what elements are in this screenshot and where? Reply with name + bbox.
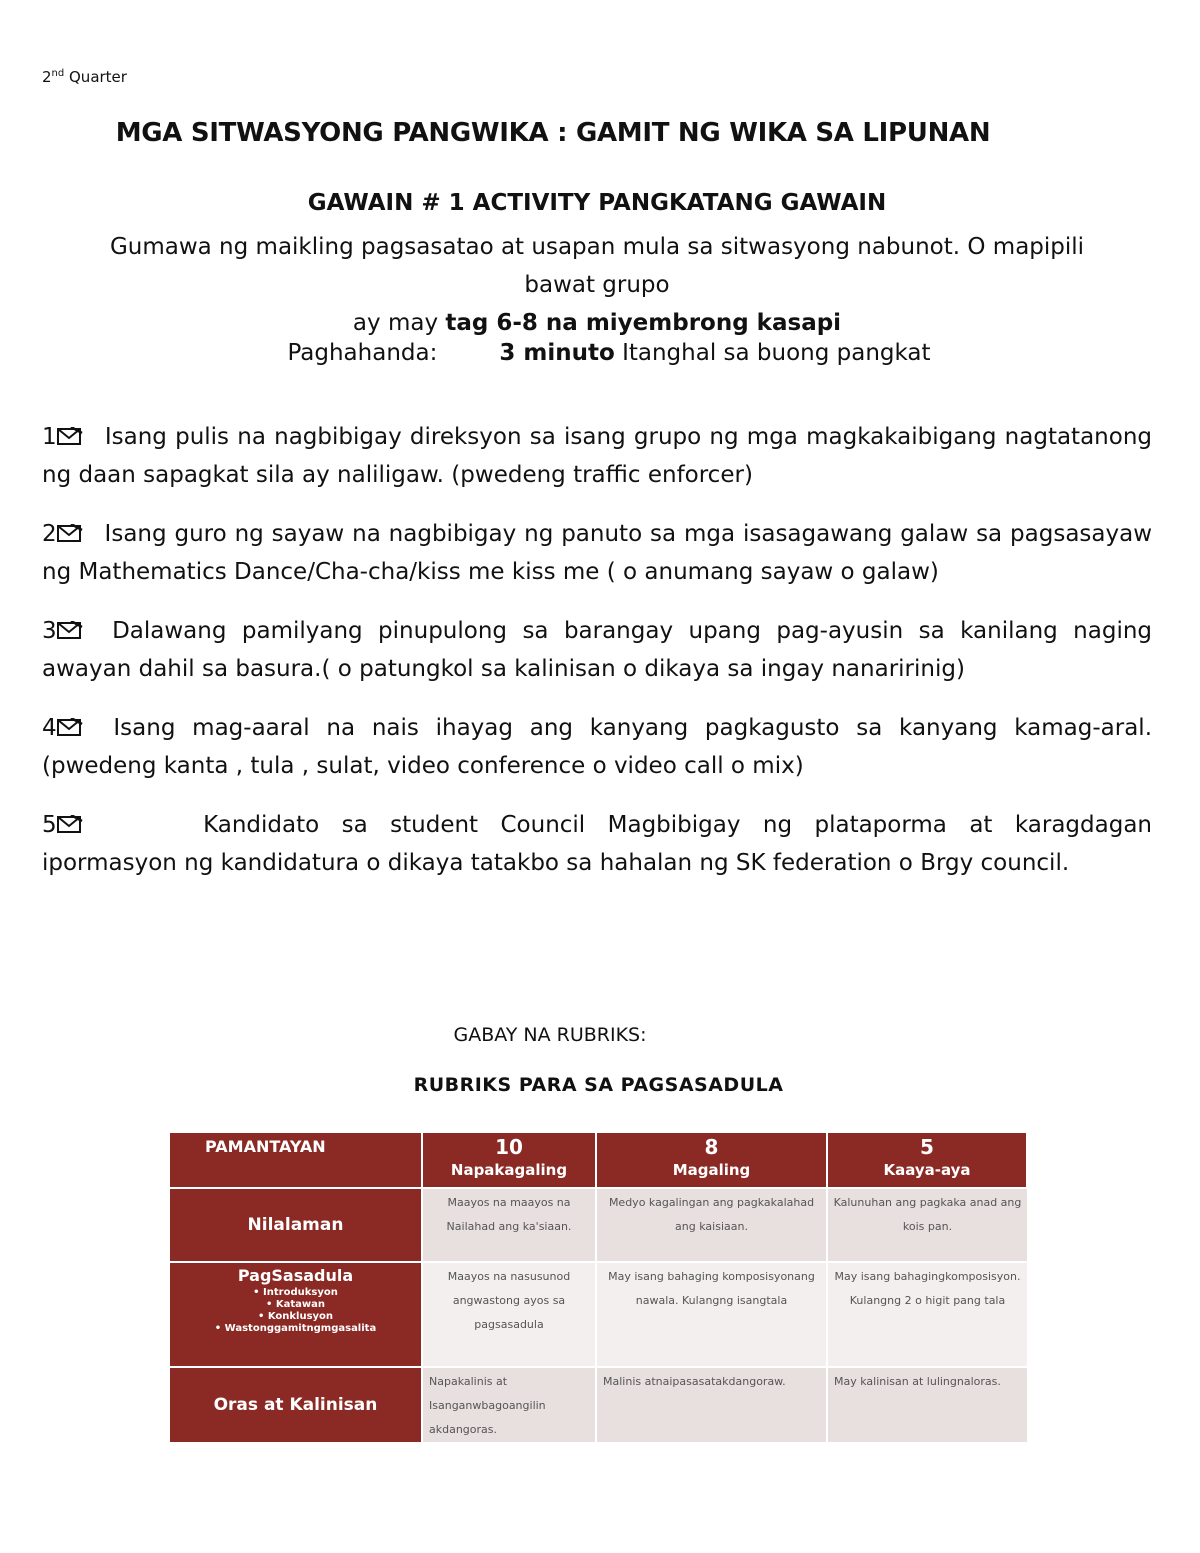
rubric-cell: Napakalinis at Isanganwbagoangilin akdangoras. [422, 1367, 596, 1442]
list-item [42, 612, 1152, 688]
envelope-icon [57, 427, 83, 445]
score-value: 10 [495, 1135, 523, 1159]
instruction-line-2: bawat grupo [524, 272, 670, 298]
rubric-header-criteria: PAMANTAYAN [170, 1133, 422, 1188]
item-text: Isang guro ng sayaw na nagbibigay ng panuto sa mga isasagawang galaw sa pagsasayaw ng Mathematics Dance/Cha-cha/kiss me kiss me ( o anumang sayaw o galaw) [42, 521, 1153, 585]
instruction-line-3-bold: tag 6-8 na miyembrong kasapi [445, 310, 842, 336]
item-text: Kandidato sa student Council Magbibigay ng plataporma at karagdagan ipormasyon ng kandidatura o dikaya tatakbo sa hahalan ng SK federation o Brgy council. [42, 812, 1153, 876]
situation-list [42, 418, 1152, 903]
rubric-header-row [170, 1133, 1027, 1188]
instruction-line-3 [0, 304, 1194, 342]
quarter-number: 2 [42, 68, 52, 86]
rubric-cell: Kalunuhan ang pagkaka anad ang kois pan. [827, 1188, 1027, 1262]
envelope-icon [57, 621, 83, 639]
prep-duration: 3 minuto [499, 340, 615, 366]
quarter-superscript: nd [51, 68, 65, 79]
instruction-line-1: Gumawa ng maikling pagsasatao at usapan mula sa sitwasyong nabunot. O mapipili [109, 234, 1085, 260]
rubric-cell: May isang bahagingkomposisyon. Kulangng 2 o higit pang tala [827, 1262, 1027, 1367]
item-number: 1 [42, 424, 57, 450]
rubric-header-col [827, 1133, 1027, 1188]
rubric-title: RUBRIKS PARA SA PAGSASADULA [413, 1074, 784, 1096]
envelope-icon [57, 718, 83, 736]
rubric-cell: May isang bahaging komposisyonang nawala. Kulangng isangtala [596, 1262, 827, 1367]
rubric-table [170, 1133, 1027, 1436]
instruction-line-3-normal: ay may [352, 310, 446, 336]
preparation-line [0, 340, 1200, 366]
activity-instructions [0, 228, 1194, 342]
envelope-icon [57, 815, 83, 833]
envelope-icon [57, 524, 83, 542]
score-label: Magaling [672, 1161, 751, 1179]
quarter-label [42, 68, 127, 86]
quarter-text: Quarter [64, 68, 127, 86]
score-label: Kaaya-aya [883, 1161, 971, 1179]
score-value: 8 [704, 1135, 719, 1159]
activity-subtitle: GAWAIN # 1 ACTIVITY PANGKATANG GAWAIN [307, 190, 887, 216]
list-item [42, 709, 1152, 785]
score-value: 5 [920, 1135, 934, 1159]
rubric-criteria-cell [170, 1262, 422, 1367]
sublist-item: • Konklusyon [170, 1311, 421, 1323]
rubric-cell: Maayos na maayos na Nailahad ang ka'siaan. [422, 1188, 596, 1262]
rubric-criteria: Oras at Kalinisan [170, 1367, 422, 1442]
list-item [42, 418, 1152, 494]
rubric-header-col [596, 1133, 827, 1188]
table-row [170, 1367, 1027, 1442]
criteria-sublist [170, 1287, 421, 1335]
rubric-header-col [422, 1133, 596, 1188]
sublist-item: • Katawan [170, 1299, 421, 1311]
rubric-cell: Maayos na nasusunod angwastong ayos sa pagsasadula [422, 1262, 596, 1367]
sublist-item: • Introduksyon [170, 1287, 421, 1299]
prep-rest: Itanghal sa buong pangkat [614, 340, 931, 366]
table-row [170, 1188, 1027, 1262]
list-item [42, 515, 1152, 591]
rubric-cell: May kalinisan at lulingnaloras. [827, 1367, 1027, 1442]
item-text: Isang mag-aaral na nais ihayag ang kanyang pagkagusto sa kanyang kamag-aral. (pwedeng kanta , tula , sulat, video conference o video call o mix) [42, 715, 1152, 779]
table-row [170, 1262, 1027, 1367]
item-text: Dalawang pamilyang pinupulong sa barangay upang pag-ayusin sa kanilang naging awayan dahil sa basura.( o patungkol sa kalinisan o dikaya sa ingay nanaririnig) [42, 618, 1153, 682]
rubric-cell: Medyo kagalingan ang pagkakalahad ang kaisiaan. [596, 1188, 827, 1262]
sublist-item: • Wastonggamitngmgasalita [170, 1323, 421, 1335]
score-label: Napakagaling [450, 1161, 568, 1179]
list-item [42, 806, 1152, 882]
item-number: 5 [42, 812, 57, 838]
rubric-criteria: PagSasadula [237, 1266, 354, 1285]
item-number: 2 [42, 521, 57, 547]
rubric-criteria: Nilalaman [170, 1188, 422, 1262]
item-text: Isang pulis na nagbibigay direksyon sa isang grupo ng mga magkakaibigang nagtatanong ng daan sapagkat sila ay naliligaw. (pwedeng traffic enforcer) [42, 424, 1152, 488]
page-title: MGA SITWASYONG PANGWIKA : GAMIT NG WIKA SA LIPUNAN [115, 118, 991, 148]
item-number: 3 [42, 618, 57, 644]
prep-label: Paghahanda: [287, 340, 438, 366]
item-number: 4 [42, 715, 57, 741]
rubric-cell: Malinis atnaipasasatakdangoraw. [596, 1367, 827, 1442]
rubric-guide-label: GABAY NA RUBRIKS: [453, 1024, 647, 1046]
